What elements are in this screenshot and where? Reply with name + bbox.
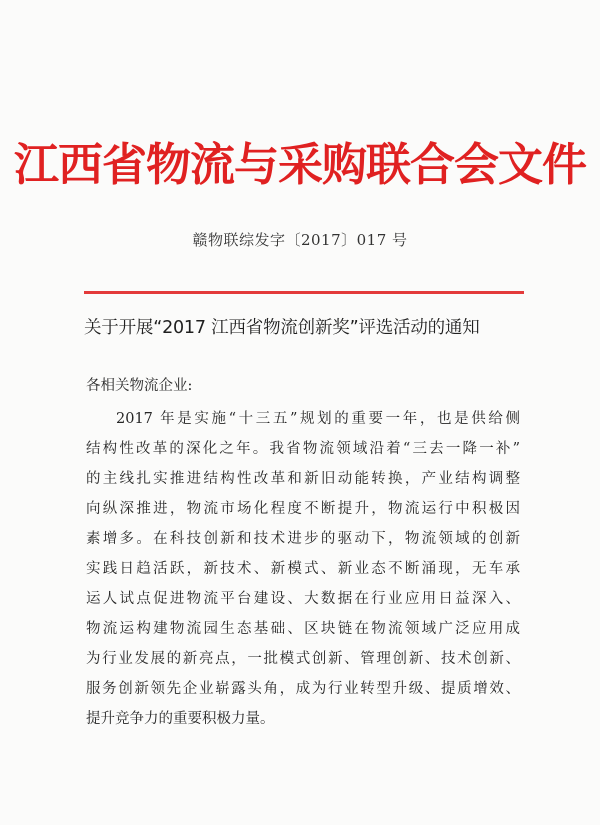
body-line: 向纵深推进，物流市场化程度不断提升，物流运行中积极因 [86, 501, 520, 517]
body-line: 物流运构建物流园生态基础、区块链在物流领域广泛应用成 [86, 621, 520, 637]
salutation: 各相关物流企业: [86, 378, 193, 394]
red-divider-rule [84, 291, 524, 294]
document-header: 江西省物流与采购联合会文件 [13, 138, 586, 191]
body-line: 运人试点促进物流平台建设、大数据在行业应用日益深入、 [86, 591, 520, 607]
body-line: 2017 年是实施“十三五”规划的重要一年，也是供给侧 [116, 411, 520, 427]
body-line: 为行业发展的新亮点，一批模式创新、管理创新、技术创新、 [86, 651, 520, 667]
body-line: 服务创新领先企业崭露头角，成为行业转型升级、提质增效、 [86, 681, 520, 697]
body-line: 结构性改革的深化之年。我省物流领域沿着“三去一降一补” [86, 441, 520, 457]
body-line: 的主线扎实推进结构性改革和新旧动能转换，产业结构调整 [86, 471, 520, 487]
body-line: 提升竞争力的重要积极力量。 [86, 711, 275, 727]
body-paragraph [86, 408, 520, 738]
notice-title: 关于开展“2017 江西省物流创新奖”评选活动的通知 [84, 318, 480, 338]
document-number: 赣物联综发字〔2017〕017 号 [192, 231, 408, 249]
body-line: 素增多。在科技创新和技术进步的驱动下，物流领域的创新 [86, 531, 520, 547]
body-line: 实践日趋活跃，新技术、新模式、新业态不断涌现，无车承 [86, 561, 520, 577]
